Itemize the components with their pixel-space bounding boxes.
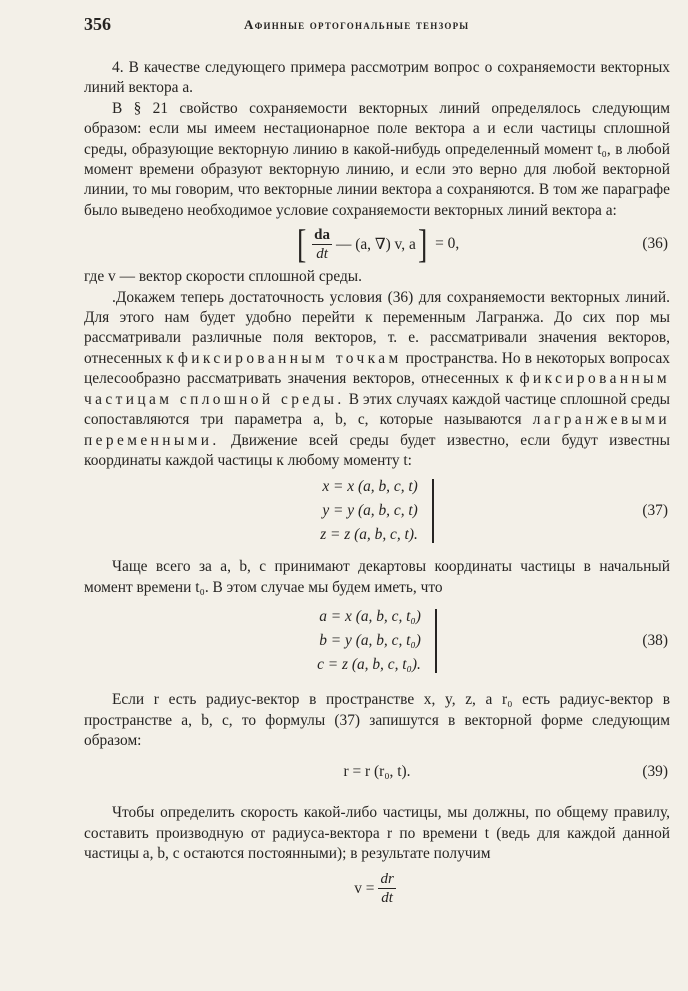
- paragraph-4-part-a: .Докажем теперь достаточность условия (36) для сохраняемости векторных линий. Для этого нам будет удобно перейти к переменным Лагранжа. До сих пор мы рассматривали различные поля векторов, т. е. рассматривали значения векторов, отнесенных к: [84, 288, 670, 367]
- equation-line: y = y (a, b, c, t): [322, 502, 418, 520]
- equation-37-lines: [320, 475, 432, 547]
- spaced-term: лагранжевыми переменными.: [84, 411, 670, 449]
- equation-39: [84, 751, 670, 793]
- equation-38-lines: [317, 605, 435, 677]
- paragraph-4: [84, 288, 670, 472]
- paragraph-1: 4. В качестве следующего примера рассмотрим вопрос о сохраняемости векторных линий вектора a.: [84, 59, 670, 97]
- page-header: [84, 14, 652, 36]
- equation-line: b = y (a, b, c, t₀): [319, 632, 421, 650]
- fraction-da-dt: [312, 226, 332, 263]
- fraction-numerator: da: [314, 226, 330, 243]
- equation-38: [84, 598, 670, 684]
- equation-38-system: [317, 605, 437, 677]
- left-bracket: [: [296, 221, 307, 267]
- spaced-term: фиксированным точкам: [177, 349, 402, 367]
- equation-line: x = x (a, b, c, t): [322, 478, 418, 496]
- fraction-denominator: dt: [381, 890, 393, 907]
- equation-36-body: [295, 221, 460, 267]
- equation-line: a = x (a, b, c, t₀): [319, 608, 421, 626]
- equation-36-rest: — (a, ∇) v, a: [335, 235, 416, 253]
- equation-number: (36): [642, 235, 668, 253]
- equation-line: z = z (a, b, c, t).: [320, 526, 418, 544]
- equation-number: (37): [642, 502, 668, 520]
- paragraph-2: В § 21 свойство сохраняемости векторных линий определялось следующим образом: если мы имеем нестационарное поле вектора a и если частицы сплошной среды, образующие векторную линию в какой-нибудь определенный момент t₀, в любой момент времени образуют векторную линию, и если это верно для любой векторной линии, то мы говорим, что векторные линии вектора a сохраняются. В том же параграфе было выведено необходимое условие сохраняемости векторных линий вектора a:: [84, 99, 670, 219]
- equation-line: c = z (a, b, c, t₀).: [317, 656, 421, 674]
- equation-36: [84, 221, 670, 267]
- paragraph-5: Чаще всего за a, b, c принимают декартовы координаты частицы в начальный момент времени t₀. В этом случае мы будем иметь, что: [84, 558, 670, 596]
- equation-number: (39): [642, 763, 668, 781]
- equation-37-system: [320, 475, 434, 547]
- equation-39-body: r = r (r₀, t).: [343, 763, 411, 781]
- page-body: [84, 58, 670, 913]
- fraction-dr-dt: [378, 870, 395, 907]
- paragraph-6: Если r есть радиус-вектор в пространстве x, y, z, а r₀ есть радиус-вектор в пространстве a, b, c, то формулы (37) запишутся в векторной форме следующим образом:: [84, 691, 670, 749]
- paragraph-4-part-c: пространства. Но в некоторых вопросах целесообразно рассматривать значения векторов, отнесенных к: [84, 349, 670, 388]
- fraction-numerator: dr: [380, 871, 394, 888]
- running-title: Афинные ортогональные тензоры: [244, 17, 470, 32]
- equation-number: (38): [642, 632, 668, 650]
- paragraph-4-part-e: В этих случаях каждой частице сплошной среды сопоставляются три параметра a, b, c, которые называются: [84, 390, 670, 429]
- equation-36-rhs: = 0,: [435, 235, 460, 253]
- right-bracket: ]: [417, 221, 428, 267]
- equation-40: [84, 865, 670, 913]
- equation-37: [84, 471, 670, 551]
- paragraph-4-part-g: Движение всей среды будет известно, если будут известны координаты каждой частицы к любому моменту t:: [84, 431, 670, 469]
- paragraph-3: где v — вектор скорости сплошной среды.: [84, 268, 362, 286]
- fraction-denominator: dt: [316, 245, 328, 262]
- spaced-term: фиксированным частицам сплошной среды.: [84, 370, 670, 408]
- equation-40-lhs: v =: [354, 879, 375, 897]
- system-bar: [432, 479, 434, 543]
- page-number: 356: [84, 14, 111, 34]
- system-bar: [435, 609, 437, 673]
- paragraph-7: Чтобы определить скорость какой-либо частицы, мы должны, по общему правилу, составить производную от радиуса-вектора r по времени t (ведь для каждой данной частицы a, b, c остаются постоянными); в результате получим: [84, 804, 670, 863]
